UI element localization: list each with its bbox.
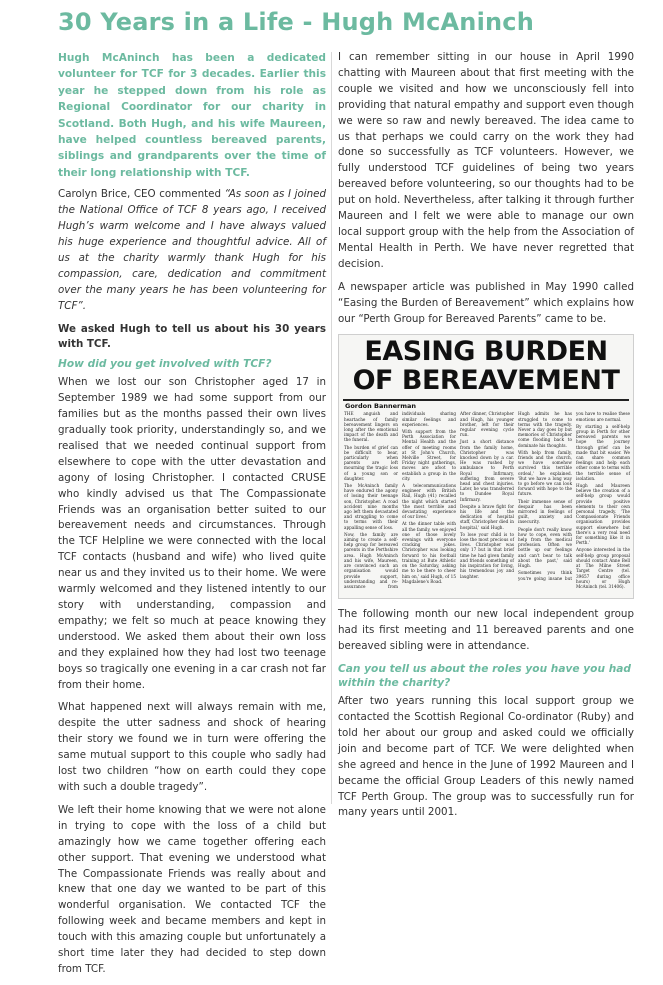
left-column: [58, 50, 326, 985]
body-paragraph: A newspaper article was published in May 1990 called “Easing the Burden of Bereavement” which explains how our “Perth Group for Bereaved Parents” came to be.: [338, 280, 634, 325]
newspaper-paragraph: With support from the Perth Association for Mental Health and the offer of meeting rooms at St John's Church, Melville Street, for Friday night gatherings, moves are afoot to establish a group in the city.: [402, 429, 456, 481]
newspaper-paragraph: With help from family, friends and the church, we have somehow survived this terrible ordeal,' he explained. 'But we have a long way to go before we can look forward with hope to the future.: [518, 449, 572, 497]
body-paragraph: After two years running this local support group we contacted the Scottish Regional Co-ordinator (Ruby) and told her about our group and asked could we officially join and become part of TCF. We were delighted when she agreed and hence in the June of 1992 Maureen and I became the official Group Leaders of this newly named TCF Perth Group. The group was to successfully run for many years until 2001.: [338, 695, 634, 819]
question-heading-2: Can you tell us about the roles you have you had within the charity?: [338, 663, 631, 690]
newspaper-paragraph: Anyone interested in the self-help group proposal should contact Anne Bell at The Milne Street Target Centre (tel. 39657 during office hours) or Hugh McAninch (tel. 31406).: [576, 547, 630, 589]
ceo-lead: Carolyn Brice, CEO commented: [58, 188, 225, 201]
newspaper-paragraph: To lose your child is to lose the most precious of lives. Christopher was only 17 but in that brief time he had given family and friends something of his inspiration for living, his tremendous joy and laughter.: [460, 531, 514, 579]
body-paragraph: When we lost our son Christopher aged 17 in September 1989 we had some support from our families but as the months passed their own lives gradually took priority, understandingly so, and we realised that we needed continual support from elsewhere to cope with the utter devastation and agony of losing Christopher. I contacted CRUSE who kindly advised us that The Compassionate Friends was an organisation better suited to our bereavement needs and circumstances. Through the TCF Helpline we were connected with the local TCF contacts (husband and wife) who lived quite near us and they invited us to their home. We were warmly welcomed and they listened intently to our story with understanding, compassion and empathy; we felt so much at peace knowing they understood. We asked them about their own loss and they explained how they had lost two teenage boys so tragically one evening in a car crash not far from their home.: [58, 376, 326, 691]
newspaper-paragraph: Hugh and Maureen believe the creation of a self-help group would provide positive elements to their own personal tragedy. 'The Compassionate Friends organisation provides support elsewhere but there's a very real need for something like it in Perth.': [576, 483, 630, 546]
newspaper-byline: Gordon Bannerman: [345, 402, 417, 411]
newspaper-paragraph: The burden of grief can be difficult to bear, particularly when parents are left mourning the tragic loss of a young son or daughter.: [344, 444, 398, 481]
question-heading-1: How did you get involved with TCF?: [58, 358, 272, 371]
newspaper-paragraph: Now, the family are aiming to create a self-help group for bereaved parents in the Perthshire area. Hugh McAninch and his wife, Maureen, are convinced such an organisation would provide support, understanding and re-assurance from individuals sharing similar feelings and experiences.: [344, 411, 456, 589]
body-paragraph: What happened next will always remain with me, despite the utter sadness and shock of hearing their story we found we in turn were offering the same mutual support to this couple who sadly had lost two children “how on earth could they cope with such a double tragedy”.: [58, 701, 326, 793]
body-paragraph: I can remember sitting in our house in April 1990 chatting with Maureen about that first meeting with the couple we visited and how we unconsciously fell into providing that natural empathy and support even though we were so raw and newly bereaved. The idea came to us that perhaps we could carry on the work they had done so successfully as TCF volunteers. However, we fully understood TCF guidelines of being two years bereaved before volunteering, so our thoughts had to be put on hold. Nevertheless, after talking it through further Maureen and I felt we were able to manage our own local support group with the help from the Association of Mental Health in Perth. We have never regretted that decision.: [338, 51, 634, 270]
intro-paragraph: Hugh McAninch has been a dedicated volunteer for TCF for 3 decades. Earlier this year he stepped down from his role as Regional Coordinator for our charity in Scotland. Both Hugh, and his wife Maureen, have helped countless bereaved parents, siblings and grandparents over the time of their long relationship with TCF.: [58, 52, 326, 179]
newspaper-paragraph: A telecommunications engineer with British Rail, Hugh (41) recalled the night which started 'the most terrible and devastating experience of our lives.': [402, 483, 456, 520]
newspaper-headline: EASING BURDEN OF BEREAVEMENT: [352, 336, 620, 397]
ceo-quote: “As soon as I joined the National Office of TCF 8 years ago, I received Hugh’s warm welcome and I have always valued his huge experience and thoughtful advice. All of us at the charity warmly thank Hugh for his compassion, care, dedication and commitment over the many years he has been volunteering for TCF”.: [58, 188, 327, 312]
newspaper-body: [344, 411, 630, 595]
column-divider: [331, 52, 332, 804]
ceo-quote-paragraph: [58, 187, 326, 314]
body-paragraph: We left their home knowing that we were not alone in trying to cope with the loss of a child but amazingly how we came together offering each other support. That evening we understood what The Compassionate Friends was really about and knew that one day we wanted to be part of this wonderful organisation. We contacted TCF the following week and became members and kept in touch with this amazing couple but unfortunately a short time later they had decided to step down from TCF.: [58, 803, 326, 975]
newspaper-paragraph: At the dinner table with all the family, we enjoyed one of those lovely evenings with everyone cracking jokes. Christopher was looking forward to his football training at Bute Athletic on the Saturday, asking me to be there to cheer him on,' said Hugh, of 15 Magdalene's Road.: [402, 521, 456, 584]
newspaper-paragraph: Sometimes you think you're going insane but you have to realise these emotions are normal.: [518, 411, 630, 581]
newspaper-paragraph: The McAninch family have endured the agony of losing their teenage son, Christopher. A road accident nine months ago left them devastated and struggling to come to terms with their appalling sense of loss.: [344, 483, 398, 530]
newspaper-paragraph: Just a short distance from the family home, Christopher was knocked down by a car. He was rushed by ambulance to Perth Royal Infirmary, suffering from severe head and chest injuries. Later, he was transferred to Dundee Royal Infirmary.: [460, 439, 514, 502]
newspaper-paragraph: After dinner, Christopher and Hugh, his younger brother, left for their regular evening cycle run.: [460, 411, 514, 438]
newspaper-paragraph: People don't really know how to cope, even with help from the medical profession. Often we bottle up our feelings and can't bear to talk about the past,' said Hugh.: [518, 526, 572, 569]
newspaper-rule: [343, 399, 629, 401]
newspaper-clipping: [338, 334, 634, 599]
newspaper-paragraph: THE anguish and heartache of family bereavement lingers on long after the emotional impact of the death and the funeral.: [344, 411, 398, 443]
right-column: [338, 50, 634, 828]
newspaper-paragraph: Hugh admits he has struggled to come to terms with the tragedy. Never a day goes by but memories of Christopher come flooding back to dominate his thoughts.: [518, 411, 572, 448]
newspaper-paragraph: By starting a self-help group in Perth for other bereaved parents we hope the journey through grief can be made that bit easier. We can share common feelings and help each other come to terms with the terrible sense of isolation.: [576, 423, 630, 481]
body-paragraph: The following month our new local independent group had its first meeting and 11 bereaved parents and one bereaved sibling were in attendance.: [338, 608, 634, 653]
newspaper-paragraph: Despite a brave fight for his life and the dedication of hospital staff, Christopher died in hospital,' said Hugh.: [460, 503, 514, 530]
newspaper-paragraph: Their immense sense of despair has been mirrored in feelings of guilt, anxiety and insecurity.: [518, 498, 572, 525]
asked-heading: We asked Hugh to tell us about his 30 years with TCF.: [58, 322, 326, 351]
page-title: 30 Years in a Life - Hugh McAninch: [58, 8, 534, 36]
